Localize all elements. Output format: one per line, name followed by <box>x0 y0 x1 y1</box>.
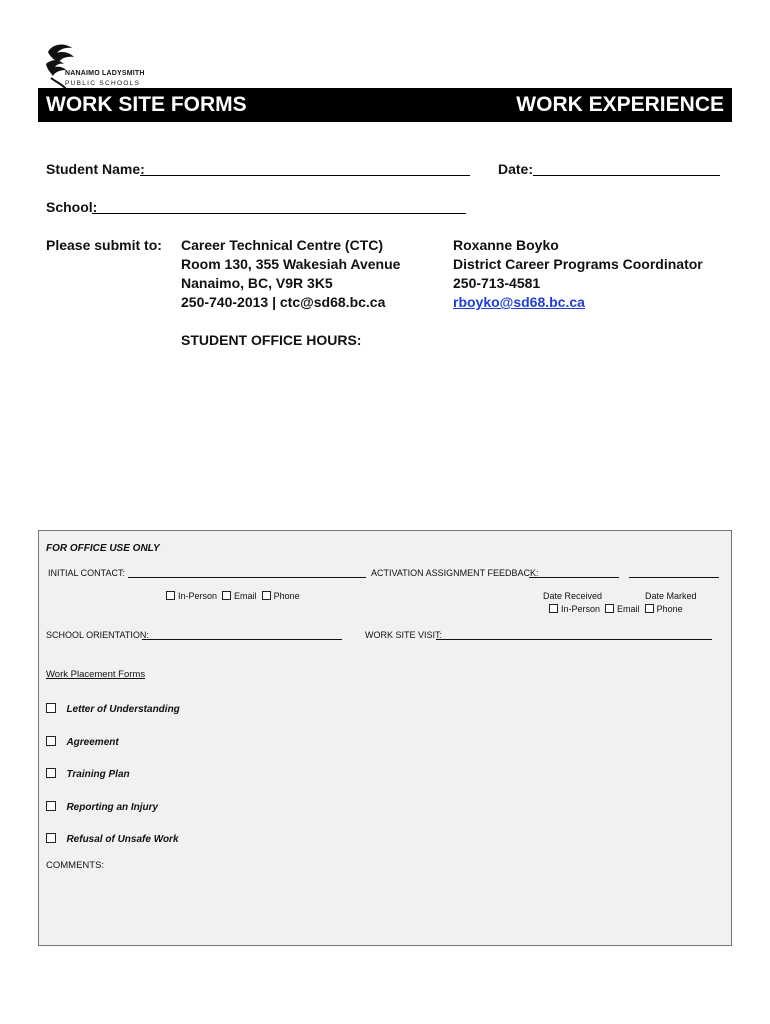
school-orientation-label: SCHOOL ORIENTATION: <box>46 630 149 640</box>
banner-title-right: WORK EXPERIENCE <box>516 93 724 116</box>
date-received-label: Date Received <box>543 591 603 601</box>
checkbox-icon <box>605 604 614 613</box>
checkbox-icon <box>166 591 175 600</box>
feedback-option-in-person[interactable]: In-Person <box>549 604 600 614</box>
initial-contact-label: INITIAL CONTACT: <box>48 568 126 578</box>
school-orientation-field[interactable] <box>142 639 342 640</box>
checkbox-icon <box>549 604 558 613</box>
comments-label: COMMENTS: <box>46 860 105 871</box>
ctc-name: Career Technical Centre (CTC) <box>181 237 384 253</box>
checkbox-icon <box>46 801 56 811</box>
placement-item-label: Refusal of Unsafe Work <box>66 834 179 845</box>
work-site-visit-label: WORK SITE VISIT: <box>365 630 443 640</box>
ctc-city: Nanaimo, BC, V9R 3K5 <box>181 275 333 291</box>
checkbox-icon <box>46 703 56 713</box>
placement-item[interactable] <box>46 797 158 815</box>
activation-feedback-label: ACTIVATION ASSIGNMENT FEEDBACK: <box>371 568 539 578</box>
placement-forms-title: Work Placement Forms <box>46 669 146 680</box>
contact-option-email[interactable]: Email <box>222 591 257 601</box>
student-name-field[interactable] <box>140 175 470 176</box>
office-use-panel <box>38 530 732 946</box>
contact-option-phone[interactable]: Phone <box>262 591 300 601</box>
feedback-option-phone[interactable]: Phone <box>645 604 683 614</box>
checkbox-icon <box>262 591 271 600</box>
placement-item[interactable] <box>46 764 130 782</box>
contact-method-options <box>166 591 300 601</box>
placement-item[interactable] <box>46 732 119 750</box>
office-use-title: FOR OFFICE USE ONLY <box>46 543 160 554</box>
placement-item[interactable] <box>46 699 180 717</box>
placement-item-label: Agreement <box>66 737 119 748</box>
contact-option-in-person[interactable]: In-Person <box>166 591 217 601</box>
feedback-method-options <box>549 604 683 614</box>
coordinator-name: Roxanne Boyko <box>453 237 559 253</box>
placement-item[interactable] <box>46 829 179 847</box>
checkbox-icon <box>46 833 56 843</box>
feedback-option-email[interactable]: Email <box>605 604 640 614</box>
coordinator-phone: 250-713-4581 <box>453 275 541 291</box>
student-name-label: Student Name: <box>46 161 145 177</box>
banner-title-left: WORK SITE FORMS <box>46 93 247 116</box>
date-field[interactable] <box>533 175 720 176</box>
placement-item-label: Letter of Understanding <box>66 704 180 715</box>
date-marked-label: Date Marked <box>645 591 697 601</box>
checkbox-icon <box>46 736 56 746</box>
school-field[interactable] <box>92 213 466 214</box>
ctc-address-block <box>181 236 400 312</box>
date-received-field[interactable] <box>529 577 619 578</box>
coordinator-title: District Career Programs Coordinator <box>453 256 703 272</box>
coordinator-email-link[interactable]: rboyko@sd68.bc.ca <box>453 294 585 310</box>
checkbox-icon <box>46 768 56 778</box>
checkbox-icon <box>645 604 654 613</box>
logo-text-line2: PUBLIC SCHOOLS <box>65 80 141 87</box>
coordinator-block <box>453 236 703 312</box>
school-label: School: <box>46 199 98 215</box>
placement-item-label: Training Plan <box>66 769 130 780</box>
checkbox-icon <box>222 591 231 600</box>
submit-to-label: Please submit to: <box>46 237 162 253</box>
date-marked-field[interactable] <box>629 577 719 578</box>
initial-contact-field[interactable] <box>128 577 366 578</box>
date-label: Date: <box>498 161 534 177</box>
office-hours-label: STUDENT OFFICE HOURS: <box>181 332 362 348</box>
placement-item-label: Reporting an Injury <box>66 802 159 813</box>
title-banner <box>38 88 732 122</box>
work-site-visit-field[interactable] <box>436 639 712 640</box>
logo-text-line1: NANAIMO LADYSMITH <box>65 70 145 77</box>
ctc-street: Room 130, 355 Wakesiah Avenue <box>181 256 401 272</box>
ctc-contact: 250-740-2013 | ctc@sd68.bc.ca <box>181 294 386 310</box>
